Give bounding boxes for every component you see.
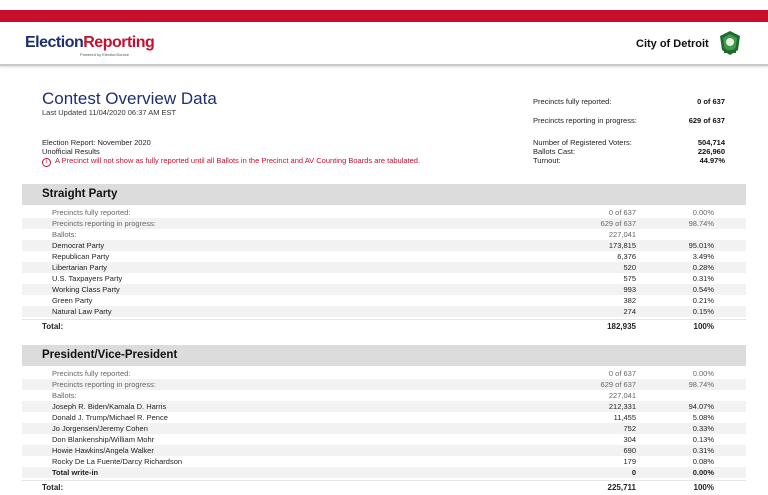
row-percent: 0.33% (692, 424, 714, 433)
total-label: Total: (42, 483, 64, 492)
brand-bar (0, 10, 768, 22)
row-label: Libertarian Party (52, 263, 108, 272)
row-votes: 993 (623, 285, 636, 294)
contest-header[interactable] (22, 345, 746, 366)
candidate-row (22, 456, 746, 467)
report-info (42, 139, 151, 156)
row-label: Donald J. Trump/Michael R. Pence (52, 413, 168, 422)
row-label: Rocky De La Fuente/Darcy Richardson (52, 457, 183, 466)
row-votes: 690 (623, 446, 636, 455)
candidate-row (22, 295, 746, 306)
row-label: Green Party (52, 296, 93, 305)
candidate-row (22, 412, 746, 423)
row-percent: 0.08% (692, 457, 714, 466)
contest-total-row (22, 319, 746, 334)
logo-text-part2: Reporting (83, 34, 155, 51)
row-votes: 227,041 (608, 391, 636, 400)
candidate-row (22, 273, 746, 284)
contest-meta-row (22, 229, 746, 240)
row-votes: 520 (623, 263, 636, 272)
unofficial-label: Unofficial Results (42, 146, 100, 156)
contest-header[interactable] (22, 184, 746, 205)
summary-registered-value: 504,714 (697, 138, 725, 147)
row-votes: 227,041 (608, 230, 636, 239)
row-label: Don Blankenship/William Mohr (52, 435, 155, 444)
total-percent: 100% (693, 322, 714, 331)
row-percent: 0.15% (692, 307, 714, 316)
page-title: Contest Overview Data (42, 89, 217, 108)
row-percent: 0.00% (692, 208, 714, 217)
contest-meta-row (22, 390, 746, 401)
total-percent: 100% (693, 483, 714, 492)
contest-meta-row (22, 207, 746, 218)
row-label: Joseph R. Biden/Kamala D. Harris (52, 402, 167, 411)
contest-meta-row (22, 218, 746, 229)
row-percent: 0.00% (692, 369, 714, 378)
row-label: Natural Law Party (52, 307, 112, 316)
summary-fully-label: Precincts fully reported: (533, 97, 612, 106)
row-label: Jo Jorgensen/Jeremy Cohen (52, 424, 148, 433)
city-name: City of Detroit (636, 38, 709, 50)
row-label: U.S. Taxpayers Party (52, 274, 123, 283)
row-votes: 0 of 637 (608, 208, 636, 217)
row-percent: 3.49% (692, 252, 714, 261)
row-votes: 173,815 (608, 241, 636, 250)
row-percent: 0.54% (692, 285, 714, 294)
row-percent: 0.21% (692, 296, 714, 305)
candidate-row (22, 262, 746, 273)
candidate-row (22, 467, 746, 478)
row-percent: 95.01% (688, 241, 714, 250)
city-seal-icon (718, 30, 742, 56)
precinct-warning (42, 156, 420, 167)
warning-text: A Precinct will not show as fully reported until all Ballots in the Precinct and AV Counting Boards are tabulated. (55, 156, 421, 165)
row-label: Ballots: (52, 391, 77, 400)
contest-title: President/Vice-President (42, 349, 178, 361)
candidate-row (22, 445, 746, 456)
summary-progress-label: Precincts reporting in progress: (533, 116, 637, 125)
row-votes: 575 (623, 274, 636, 283)
row-label: Howie Hawkins/Angela Walker (52, 446, 154, 455)
report-name: Election Report: November 2020 (42, 138, 151, 147)
candidate-row (22, 251, 746, 262)
row-label: Ballots: (52, 230, 77, 239)
summary-fully-value: 0 of 637 (697, 97, 725, 106)
contest-title: Straight Party (42, 188, 118, 200)
last-updated: Last Updated 11/04/2020 06:37 AM EST (42, 108, 177, 117)
total-votes: 182,935 (607, 322, 636, 331)
row-label: Total write-in (52, 468, 99, 477)
candidate-row (22, 284, 746, 295)
candidate-row (22, 240, 746, 251)
logo-text-part1: Election (25, 34, 84, 51)
candidate-row (22, 401, 746, 412)
row-votes: 179 (623, 457, 636, 466)
row-percent: 5.08% (692, 413, 714, 422)
contest-meta-row (22, 368, 746, 379)
row-percent: 0.00% (692, 468, 714, 477)
row-votes: 629 of 637 (600, 380, 636, 389)
row-votes: 0 (631, 468, 636, 477)
info-icon: i (42, 158, 51, 167)
row-votes: 629 of 637 (600, 219, 636, 228)
row-votes: 752 (623, 424, 636, 433)
contest-meta-row (22, 379, 746, 390)
row-percent: 98.74% (688, 380, 714, 389)
row-votes: 212,331 (608, 402, 636, 411)
row-votes: 0 of 637 (608, 369, 636, 378)
summary-ballots-label: Ballots Cast: (533, 147, 576, 156)
row-label: Precincts fully reported: (52, 208, 131, 217)
row-votes: 11,455 (613, 413, 636, 422)
row-label: Democrat Party (52, 241, 105, 250)
summary-turnout-value: 44.97% (699, 156, 725, 165)
summary-turnout-label: Turnout: (533, 156, 561, 165)
row-percent: 0.31% (692, 446, 714, 455)
contest-total-row (22, 480, 746, 495)
top-strip (0, 0, 768, 10)
row-percent: 0.28% (692, 263, 714, 272)
row-label: Working Class Party (52, 285, 120, 294)
summary-ballots-value: 226,960 (697, 147, 725, 156)
row-votes: 274 (623, 307, 636, 316)
row-percent: 0.13% (692, 435, 714, 444)
row-votes: 304 (623, 435, 636, 444)
row-percent: 98.74% (688, 219, 714, 228)
total-votes: 225,711 (607, 483, 636, 492)
row-label: Precincts reporting in progress: (52, 380, 156, 389)
summary-progress-value: 629 of 637 (688, 116, 725, 125)
summary-registered-label: Number of Registered Voters: (533, 138, 632, 147)
candidate-row (22, 423, 746, 434)
row-label: Precincts fully reported: (52, 369, 131, 378)
logo-tagline: Powered by ElectionSource (80, 52, 130, 57)
row-votes: 382 (623, 296, 636, 305)
election-reporting-logo[interactable] (25, 34, 154, 52)
total-label: Total: (42, 322, 64, 331)
row-label: Precincts reporting in progress: (52, 219, 156, 228)
candidate-row (22, 306, 746, 317)
candidate-row (22, 434, 746, 445)
row-votes: 6,376 (617, 252, 636, 261)
row-percent: 94.07% (688, 402, 714, 411)
site-header (0, 22, 768, 66)
row-label: Republican Party (52, 252, 110, 261)
row-percent: 0.31% (692, 274, 714, 283)
